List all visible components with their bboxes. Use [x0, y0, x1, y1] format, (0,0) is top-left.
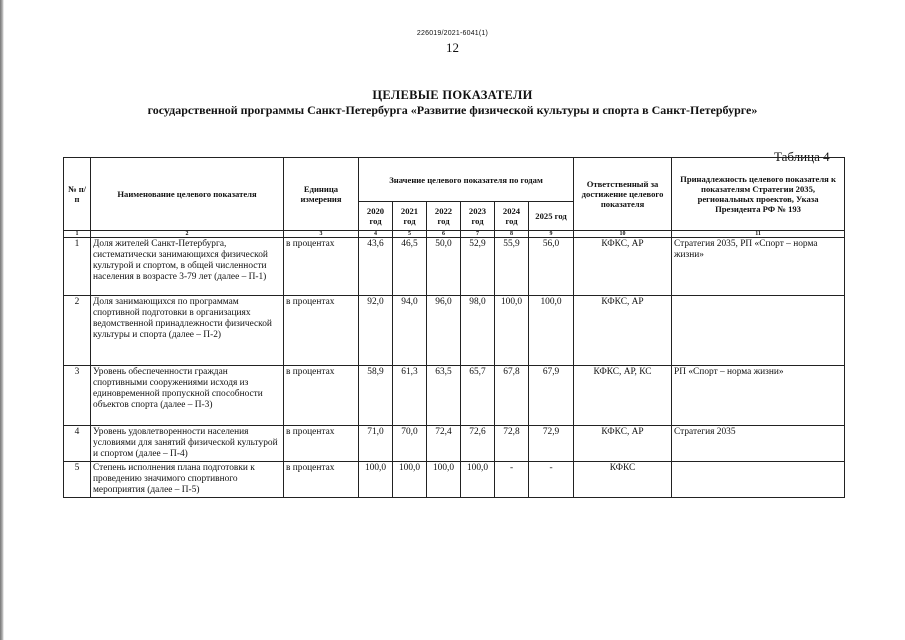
indicator-unit: в процентах	[284, 426, 359, 462]
indicator-unit: в процентах	[284, 366, 359, 426]
value-cell: 100,0	[427, 462, 461, 498]
value-cell: 46,5	[393, 238, 427, 296]
header-year: 2023 год	[461, 202, 495, 231]
header-year: 2021 год	[393, 202, 427, 231]
column-number: 9	[529, 231, 574, 238]
row-num: 2	[64, 296, 91, 366]
page-number: 12	[446, 40, 459, 55]
value-cell: 70,0	[393, 426, 427, 462]
table-row	[64, 426, 845, 462]
table-row	[64, 296, 845, 366]
indicator-name: Доля занимающихся по программам спортивной подготовки в организациях ведомственной принадлежности физической культуры и спорта (далее – П-2)	[91, 296, 284, 366]
header-year: 2025 год	[529, 202, 574, 231]
value-cell: 96,0	[427, 296, 461, 366]
header-responsible: Ответственный за достижение целевого показателя	[574, 158, 672, 231]
responsible-cell: КФКС, АР	[574, 238, 672, 296]
table-row	[64, 366, 845, 426]
responsible-cell: КФКС, АР	[574, 296, 672, 366]
affiliation-cell	[672, 462, 845, 498]
column-number: 4	[359, 231, 393, 238]
value-cell: 67,8	[495, 366, 529, 426]
indicators-table	[63, 157, 845, 498]
value-cell: 65,7	[461, 366, 495, 426]
header-name: Наименование целевого показателя	[91, 158, 284, 231]
value-cell: 100,0	[495, 296, 529, 366]
header-unit: Единица измерения	[284, 158, 359, 231]
value-cell: 43,6	[359, 238, 393, 296]
responsible-cell: КФКС, АР, КС	[574, 366, 672, 426]
header-year: 2020 год	[359, 202, 393, 231]
header-values-group: Значение целевого показателя по годам	[359, 158, 574, 202]
responsible-cell: КФКС	[574, 462, 672, 498]
value-cell: 58,9	[359, 366, 393, 426]
row-num: 5	[64, 462, 91, 498]
value-cell: -	[495, 462, 529, 498]
indicator-unit: в процентах	[284, 296, 359, 366]
column-number: 6	[427, 231, 461, 238]
column-number-row	[64, 231, 845, 238]
table-row	[64, 462, 845, 498]
affiliation-cell	[672, 296, 845, 366]
value-cell: 100,0	[393, 462, 427, 498]
value-cell: 72,6	[461, 426, 495, 462]
value-cell: 72,9	[529, 426, 574, 462]
table-row	[64, 238, 845, 296]
table-label: Таблица 4	[774, 149, 830, 164]
header-num: № п/п	[64, 158, 91, 231]
document-id: 226019/2021-6041(1)	[416, 30, 489, 37]
affiliation-cell: Стратегия 2035, РП «Спорт – норма жизни»	[672, 238, 845, 296]
column-number: 11	[672, 231, 845, 238]
value-cell: 100,0	[359, 462, 393, 498]
value-cell: 56,0	[529, 238, 574, 296]
row-num: 1	[64, 238, 91, 296]
value-cell: 92,0	[359, 296, 393, 366]
column-number: 10	[574, 231, 672, 238]
indicator-unit: в процентах	[284, 462, 359, 498]
header-affiliation: Принадлежность целевого показателя к показателям Стратегии 2035, региональных проектов, Указа Президента РФ № 193	[672, 158, 845, 231]
value-cell: 52,9	[461, 238, 495, 296]
row-num: 3	[64, 366, 91, 426]
indicator-name: Степень исполнения плана подготовки к проведению значимого спортивного мероприятия (далее – П-5)	[91, 462, 284, 498]
indicator-name: Доля жителей Санкт-Петербурга, систематически занимающихся физической культурой и спортом, в общей численности населения в возрасте 3-79 лет (далее – П-1)	[91, 238, 284, 296]
header-year: 2022 год	[427, 202, 461, 231]
responsible-cell: КФКС, АР	[574, 426, 672, 462]
value-cell: 71,0	[359, 426, 393, 462]
value-cell: 50,0	[427, 238, 461, 296]
document-subtitle: государственной программы Санкт-Петербурга «Развитие физической культуры и спорта в Санкт-Петербурге»	[147, 103, 758, 117]
indicator-unit: в процентах	[284, 238, 359, 296]
value-cell: 61,3	[393, 366, 427, 426]
column-number: 3	[284, 231, 359, 238]
affiliation-cell: Стратегия 2035	[672, 426, 845, 462]
column-number: 1	[64, 231, 91, 238]
header-year: 2024 год	[495, 202, 529, 231]
indicator-name: Уровень обеспеченности граждан спортивными сооружениями исходя из единовременной пропускной способности объектов спорта (далее – П-3)	[91, 366, 284, 426]
column-number: 5	[393, 231, 427, 238]
value-cell: 72,8	[495, 426, 529, 462]
indicator-name: Уровень удовлетворенности населения условиями для занятий физической культурой и спортом (далее – П-4)	[91, 426, 284, 462]
value-cell: 100,0	[529, 296, 574, 366]
value-cell: 63,5	[427, 366, 461, 426]
column-number: 2	[91, 231, 284, 238]
column-number: 8	[495, 231, 529, 238]
row-num: 4	[64, 426, 91, 462]
value-cell: 72,4	[427, 426, 461, 462]
value-cell: 100,0	[461, 462, 495, 498]
document-title: ЦЕЛЕВЫЕ ПОКАЗАТЕЛИ	[372, 88, 533, 102]
affiliation-cell: РП «Спорт – норма жизни»	[672, 366, 845, 426]
value-cell: 94,0	[393, 296, 427, 366]
value-cell: 67,9	[529, 366, 574, 426]
value-cell: 55,9	[495, 238, 529, 296]
column-number: 7	[461, 231, 495, 238]
value-cell: 98,0	[461, 296, 495, 366]
value-cell: -	[529, 462, 574, 498]
